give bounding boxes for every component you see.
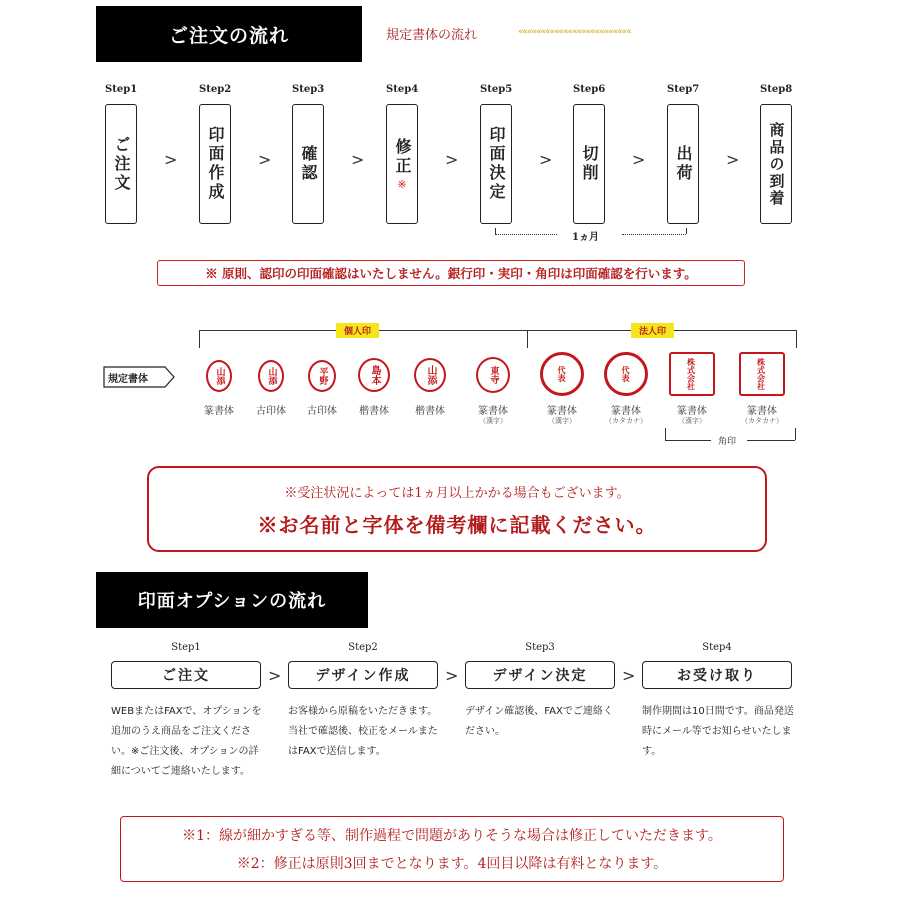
step-3-label: Step3: [292, 84, 325, 95]
option-step-1-label: Step1: [171, 642, 201, 653]
step-1-text: ご注文: [112, 135, 131, 193]
option-step-4-label: Step4: [702, 642, 732, 653]
step-8-box: [760, 104, 792, 224]
option-step-3-box: デザイン決定: [465, 661, 615, 689]
step-6-text: 切削: [580, 145, 599, 183]
seal-sublabel: （漢字）: [678, 417, 706, 425]
arrow-right-icon: >: [726, 150, 740, 169]
seal-label: 篆書体: [747, 406, 777, 417]
seal-kaisho-round-2: [414, 358, 446, 392]
notice-line-2: ※お名前と字体を備考欄に記載ください。: [257, 513, 657, 537]
duration-line-left: [495, 234, 557, 235]
seal-koin-round-2: [308, 360, 336, 392]
font-flow-subtitle: 規定書体の流れ: [386, 28, 478, 43]
square-bracket-right: [795, 428, 796, 440]
seal-glyph: 株式会社: [756, 358, 767, 390]
seal-label: 古印体: [256, 406, 286, 417]
seal-label: 楷書体: [359, 406, 389, 417]
arrow-right-icon: >: [622, 666, 636, 685]
seal-label: 篆書体: [478, 406, 508, 417]
seal-square-katakana: [739, 352, 785, 396]
standard-font-label: 規定書体: [108, 374, 148, 385]
step-4-note: ※: [397, 177, 407, 191]
step-6-label: Step6: [573, 84, 606, 95]
arrow-right-icon: >: [445, 150, 459, 169]
corporate-seal-tag: 法人印: [631, 323, 674, 338]
arrow-right-icon: >: [351, 150, 365, 169]
seal-sublabel: （カタカナ）: [741, 417, 783, 425]
seal-glyph: 山添: [214, 367, 225, 385]
step-1-box: [105, 104, 137, 224]
seal-check-notice: ※ 原則、認印の印面確認はいたしません。銀行印・実印・角印は印面確認を行います。: [157, 260, 745, 286]
arrow-right-icon: >: [268, 666, 282, 685]
duration-line-right: [622, 234, 686, 235]
seal-kaisho-round: [358, 358, 390, 392]
option-step-2-desc: お客様から原稿をいただきます。当社で確認後、校正をメールまたはFAXで送信します。: [288, 706, 438, 757]
seal-square-kanji: [669, 352, 715, 396]
step-5-box: [480, 104, 512, 224]
revision-note-1: ※1：線が細かすぎる等、制作過程で問題がありそうな場合は修正していただきます。: [182, 828, 722, 844]
seal-glyph: 島本: [369, 365, 380, 385]
square-bracket-line-right: [747, 440, 795, 441]
step-7-text: 出荷: [674, 145, 693, 183]
notice-line-1: ※受注状況によっては1ヵ月以上かかる場合もございます。: [284, 486, 630, 501]
seal-label: 篆書体: [611, 406, 641, 417]
seal-label: 篆書体: [677, 406, 707, 417]
duration-label: 1ヵ月: [572, 232, 599, 243]
seal-tensho-round: [206, 360, 232, 392]
seal-tensho-kanji: [476, 357, 510, 393]
seal-sublabel: （漢字）: [548, 417, 576, 425]
seal-glyph: 山添: [425, 365, 436, 385]
step-2-text: 印面作成: [206, 126, 225, 202]
step-7-box: [667, 104, 699, 224]
seal-label: 古印体: [307, 406, 337, 417]
option-step-2-box: デザイン作成: [288, 661, 438, 689]
seal-koin-round: [258, 360, 284, 392]
step-8-label: Step8: [760, 84, 793, 95]
square-bracket-line-left: [665, 440, 711, 441]
revision-note-2: ※2：修正は原則3回までとなります。4回目以降は有料となります。: [236, 856, 668, 872]
step-5-label: Step5: [480, 84, 513, 95]
step-4-label: Step4: [386, 84, 419, 95]
step-4-box: [386, 104, 418, 224]
option-step-1-box: ご注文: [111, 661, 261, 689]
step-3-text: 確認: [299, 145, 318, 183]
option-step-4-box: お受け取り: [642, 661, 792, 689]
order-flow-title: ご注文の流れ: [96, 6, 362, 62]
square-bracket-left: [665, 428, 666, 440]
arrow-right-icon: >: [539, 150, 553, 169]
option-step-3-label: Step3: [525, 642, 555, 653]
seal-glyph: 平野: [317, 367, 328, 385]
option-step-2-label: Step2: [348, 642, 378, 653]
step-5-text: 印面決定: [487, 126, 506, 202]
step-2-box: [199, 104, 231, 224]
duration-tick-right: [686, 228, 687, 234]
seal-glyph: 株式会社: [686, 358, 697, 390]
seal-glyph: 代表: [621, 366, 631, 382]
step-3-box: [292, 104, 324, 224]
arrow-right-icon: >: [632, 150, 646, 169]
arrow-right-icon: >: [445, 666, 459, 685]
option-flow-title: 印面オプションの流れ: [96, 572, 368, 628]
seal-corporate-kanji: [540, 352, 584, 396]
step-7-label: Step7: [667, 84, 700, 95]
step-4-text: 修正: [393, 137, 412, 176]
option-step-4-desc: 制作期間は10日間です。商品発送時にメール等でお知らせいたします。: [642, 706, 794, 757]
seal-sublabel: （漢字）: [479, 417, 507, 425]
personal-seal-tag: 個人印: [336, 323, 379, 338]
arrow-right-icon: >: [164, 150, 178, 169]
bracket-divider: [527, 330, 528, 348]
step-8-text: 商品の到着: [767, 121, 786, 207]
personal-bracket-left: [199, 330, 200, 348]
seal-glyph: 代表: [557, 366, 567, 382]
option-step-1-desc: WEBまたはFAXで、オプションを追加のうえ商品をご注文ください。※ご注文後、オプションの詳細についてご連絡いたします。: [111, 706, 262, 777]
corporate-bracket-right: [796, 330, 797, 348]
arrow-right-icon: >: [258, 150, 272, 169]
step-2-label: Step2: [199, 84, 232, 95]
seal-label: 楷書体: [415, 406, 445, 417]
seal-corporate-katakana: [604, 352, 648, 396]
seal-label: 篆書体: [204, 406, 234, 417]
name-font-notice: [147, 466, 767, 552]
seal-label: 篆書体: [547, 406, 577, 417]
seal-glyph: 山添: [266, 367, 277, 385]
square-seal-label: 角印: [718, 437, 737, 447]
seal-glyph: 東寺: [488, 366, 499, 384]
seal-sublabel: （カタカナ）: [605, 417, 647, 425]
revision-notice: [120, 816, 784, 882]
step-6-box: [573, 104, 605, 224]
step-1-label: Step1: [105, 84, 138, 95]
chevron-decoration: «««««««««««««««««««««««««: [518, 27, 631, 37]
option-step-3-desc: デザイン確認後、FAXでご連絡ください。: [465, 706, 613, 737]
